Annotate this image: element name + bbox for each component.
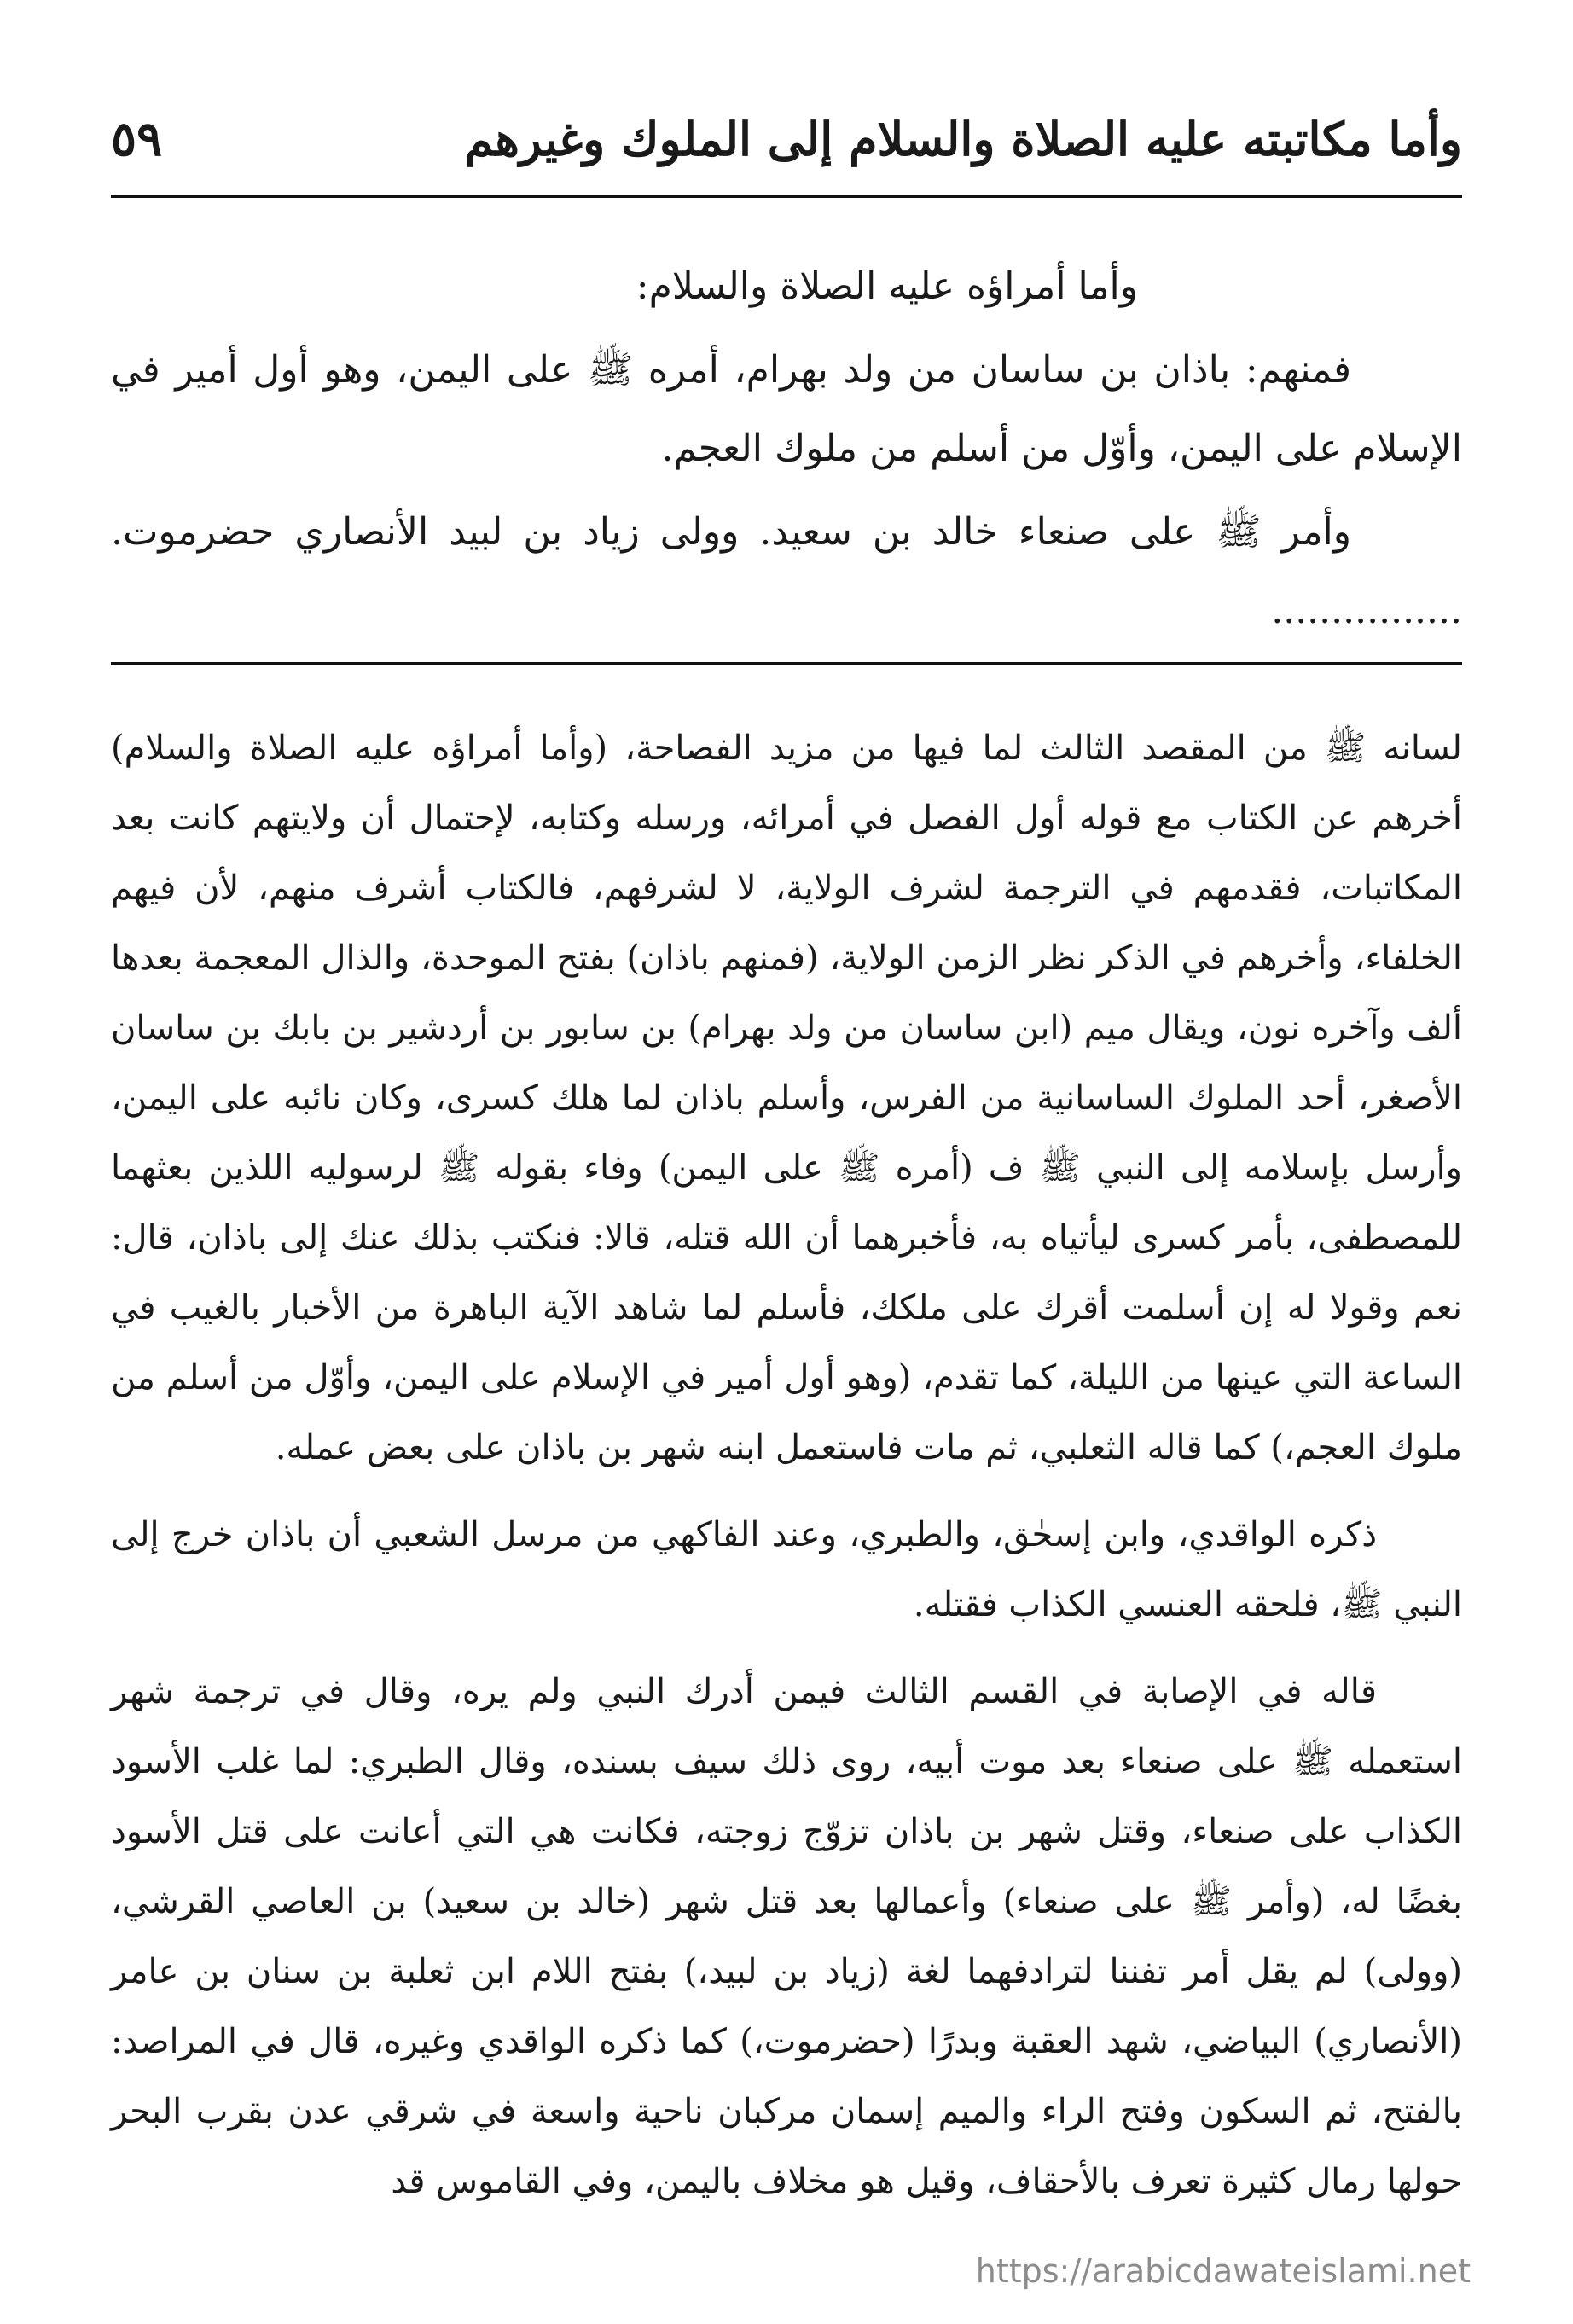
running-title: وأما مكاتبته عليه الصلاة والسلام إلى الملوك وغيرهم [464, 112, 1462, 166]
page-header [111, 101, 1462, 177]
commentary-paragraph-3: قاله في الإصابة في القسم الثالث فيمن أدرك النبي ولم يره، وقال في ترجمة شهر استعمله ﷺ على صنعاء بعد موت أبيه، روى ذلك سيف بسنده، وقال الطبري: لما غلب الأسود الكذاب على صنعاء، وقتل شهر بن باذان تزوّج زوجته، فكانت هي التي أعانت على قتل الأسود بغضًا له، (وأمر ﷺ على صنعاء) وأعمالها بعد قتل شهر (خالد بن سعيد) بن العاصي القرشي، (وولى) لم يقل أمر تفننا لترادفهما لغة (زياد بن لبيد،) بفتح اللام ابن ثعلبة بن سنان بن عامر (الأنصاري) البياضي، شهد العقبة وبدرًا (حضرموت،) كما ذكره الواقدي وغيره، قال في المراصد: بالفتح، ثم السكون وفتح الراء والميم إسمان مركبان ناحية واسعة في شرقي عدن بقرب البحر حولها رمال كثيرة تعرف بالأحقاف، وقيل هو مخلاف باليمن، وفي القاموس قد [111, 1672, 1463, 2201]
main-text [111, 247, 1462, 655]
main-text-dots: ................ [1271, 589, 1462, 632]
main-text-heading: وأما أمراؤه عليه الصلاة والسلام: [636, 264, 1138, 308]
commentary-text [111, 713, 1462, 2234]
commentary-paragraph-1: لسانه ﷺ من المقصد الثالث لما فيها من مزيد الفصاحة، (وأما أمراؤه عليه الصلاة والسلام) أخرهم عن الكتاب مع قوله أول الفصل في أمرائه، ورسله وكتابه، لإحتمال أن ولايتهم كانت بعد المكاتبات، فقدمهم في الترجمة لشرف الولاية، لا لشرفهم، فالكتاب أشرف منهم، لأن فيهم الخلفاء، وأخرهم في الذكر نظر الزمن الولاية، (فمنهم باذان) بفتح الموحدة، والذال المعجمة بعدها ألف وآخره نون، ويقال ميم (ابن ساسان من ولد بهرام) بن سابور بن أردشير بن بابك بن ساسان الأصغر، أحد الملوك الساسانية من الفرس، وأسلم باذان لما هلك كسرى، وكان نائبه على اليمن، وأرسل بإسلامه إلى النبي ﷺ ف (أمره ﷺ على اليمن) وفاء بقوله ﷺ لرسوليه اللذين بعثهما للمصطفى، بأمر كسرى ليأتياه به، فأخبرهما أن الله قتله، قالا: فنكتب بذلك عنك إلى باذان، قال: نعم وقولا له إن أسلمت أقرك على ملكك، فأسلم لما شاهد الآية الباهرة من الأخبار بالغيب في الساعة التي عينها من الليلة، كما تقدم، (وهو أول أمير في الإسلام على اليمن، وأوّل من أسلم من ملوك العجم،) كما قاله الثعلبي، ثم مات فاستعمل ابنه شهر بن باذان على بعض عمله. [111, 729, 1463, 1467]
watermark-url: https://arabicdawateislami.net [975, 2252, 1471, 2290]
page-number: ٥٩ [111, 111, 163, 167]
header-divider [111, 195, 1462, 198]
main-text-paragraph-2 [111, 493, 1462, 650]
commentary-divider [111, 662, 1462, 665]
main-text-paragraph-2-text: وأمر ﷺ على صنعاء خالد بن سعيد. وولى زياد بن لبيد الأنصاري حضرموت. [111, 510, 1351, 554]
commentary-paragraph-2: ذكره الواقدي، وابن إسحٰق، والطبري، وعند الفاكهي من مرسل الشعبي أن باذان خرج إلى النبي ﷺ، فلحقه العنسي الكذاب فقتله. [111, 1515, 1462, 1624]
main-text-paragraph-1: فمنهم: باذان بن ساسان من ولد بهرام، أمره ﷺ على اليمن، وهو أول أمير في الإسلام على اليمن، وأوّل من أسلم من ملوك العجم. [111, 348, 1462, 470]
